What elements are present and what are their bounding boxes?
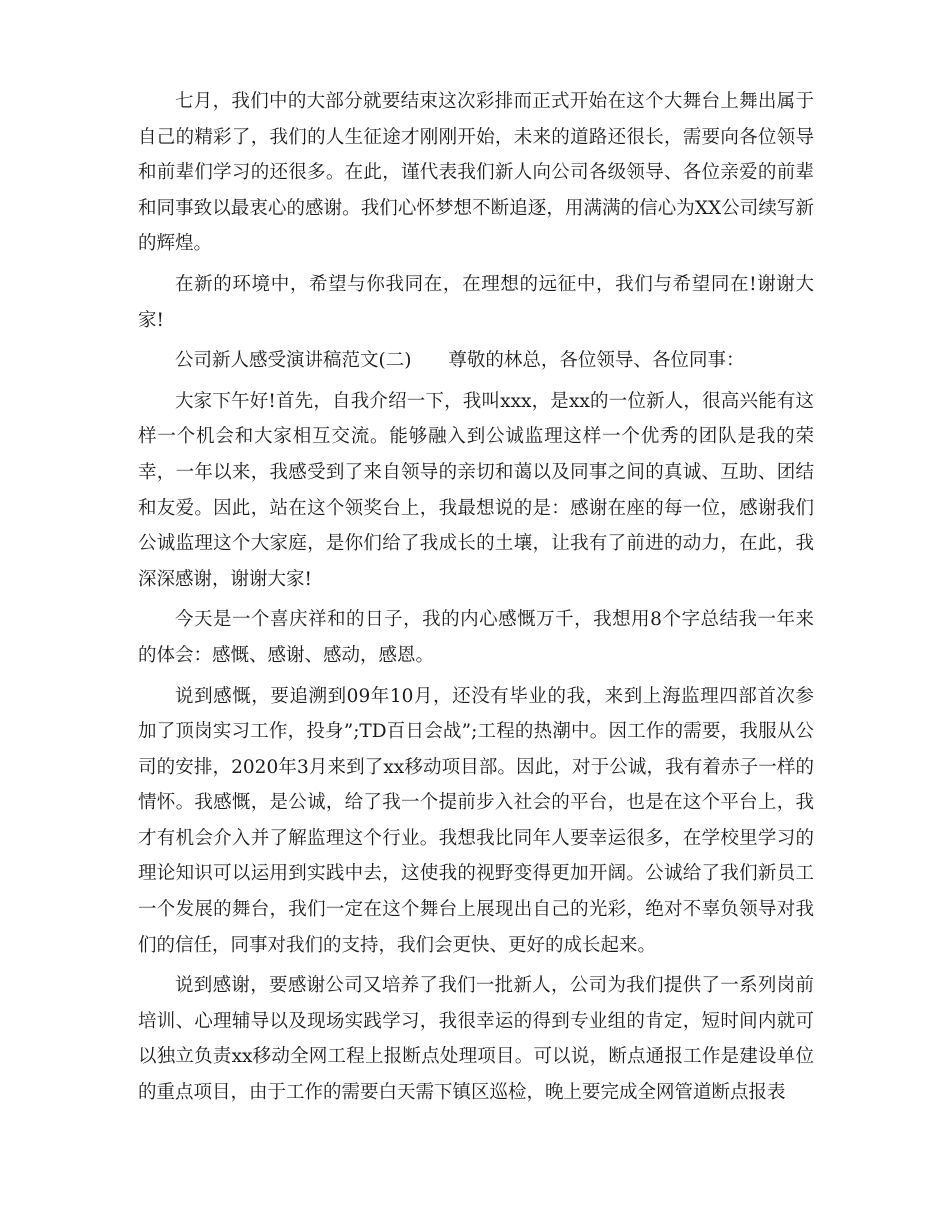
paragraph: 今天是一个喜庆祥和的日子，我的内心感慨万千，我想用8个字总结我一年来的体会：感慨、感谢、感动，感恩。 bbox=[138, 609, 814, 666]
paragraph: 七月，我们中的大部分就要结束这次彩排而正式开始在这个大舞台上舞出属于自己的精彩了，我们的人生征途才刚刚开始，未来的道路还很长，需要向各位领导和前辈们学习的还很多。在此，谨代表我们新人向公司各级领导、各位亲爱的前辈和同事致以最衷心的感谢。我们心怀梦想不断追逐，用满满的信心为XX公司续写新的辉煌。 bbox=[138, 91, 814, 255]
paragraph: 在新的环境中，希望与你我同在，在理想的远征中，我们与希望同在!谢谢大家! bbox=[138, 273, 814, 331]
paragraph: 大家下午好!首先，自我介绍一下，我叫xxx，是xx的一位新人，很高兴能有这样一个机会和大家相互交流。能够融入到公诚监理这样一个优秀的团队是我的荣幸，一年以来，我感受到了来自领导的亲切和蔼以及同事之间的真诚、互助、团结和友爱。因此，站在这个领奖台上，我最想说的是：感谢在座的每一位，感谢我们公诚监理这个大家庭，是你们给了我成长的土壤，让我有了前进的动力，在此，我深深感谢，谢谢大家! bbox=[138, 390, 814, 590]
section-heading: 公司新人感受演讲稿范文(二) 尊敬的林总，各位领导、各位同事： bbox=[175, 350, 745, 372]
paragraph: 说到感慨，要追溯到09年10月，还没有毕业的我，来到上海监理四部首次参加了顶岗实习工作，投身”;TD百日会战”;工程的热潮中。因工作的需要，我服从公司的安排，2020年3月来到了xx移动项目部。因此，对于公诚，我有着赤子一样的情怀。我感慨，是公诚，给了我一个提前步入社会的平台，也是在这个平台上，我才有机会介入并了解监理这个行业。我想我比同年人要幸运很多，在学校里学习的理论知识可以运用到实践中去，这使我的视野变得更加开阔。公诚给了我们新员工一个发展的舞台，我们一定在这个舞台上展现出自己的光彩，绝对不辜负领导对我们的信任，同事对我们的支持，我们会更快、更好的成长起来。 bbox=[138, 685, 814, 956]
paragraph: 说到感谢，要感谢公司又培养了我们一批新人，公司为我们提供了一系列岗前培训、心理辅导以及现场实践学习，我很幸运的得到专业组的肯定，短时间内就可以独立负责xx移动全网工程上报断点处理项目。可以说，断点通报工作是建设单位的重点项目，由于工作的需要白天需下镇区巡检，晚上要完成全网管道断点报表 bbox=[138, 975, 814, 1104]
document-body bbox=[138, 84, 814, 1116]
